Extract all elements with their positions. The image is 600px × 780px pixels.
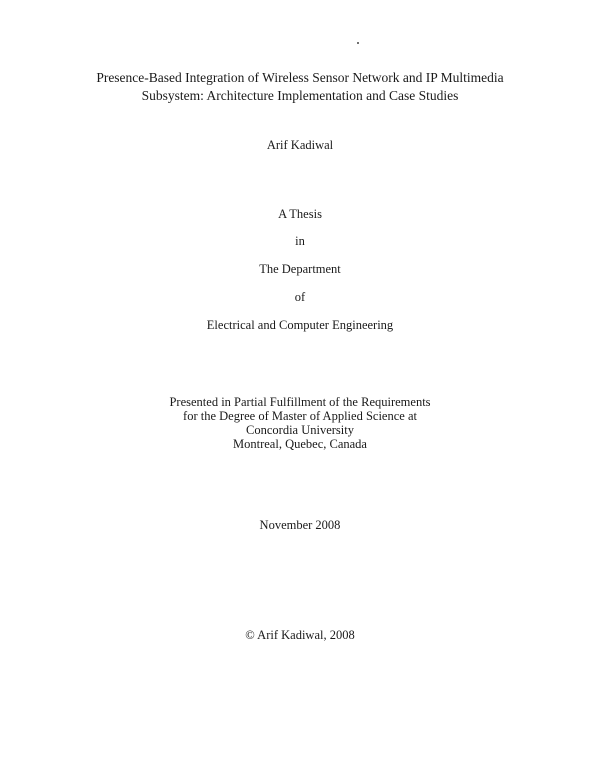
thesis-title-line-2: Subsystem: Architecture Implementation and Case Studies <box>141 88 459 103</box>
scan-speck <box>357 42 359 44</box>
university-location: Montreal, Quebec, Canada <box>233 437 367 451</box>
document-type: A Thesis <box>278 207 322 221</box>
presentation-line-2: for the Degree of Master of Applied Science at <box>183 409 417 423</box>
copyright-notice: © Arif Kadiwal, 2008 <box>245 628 355 642</box>
in-text: in <box>295 234 305 248</box>
of-text: of <box>294 290 306 304</box>
university-name: Concordia University <box>246 423 354 437</box>
author-name: Arif Kadiwal <box>266 138 334 152</box>
presentation-line-1: Presented in Partial Fulfillment of the Requirements <box>169 395 431 409</box>
thesis-title-line-1: Presence-Based Integration of Wireless Sensor Network and IP Multimedia <box>96 70 504 85</box>
field-of-study: Electrical and Computer Engineering <box>206 318 394 332</box>
submission-date: November 2008 <box>259 518 341 532</box>
department-label: The Department <box>259 262 341 276</box>
